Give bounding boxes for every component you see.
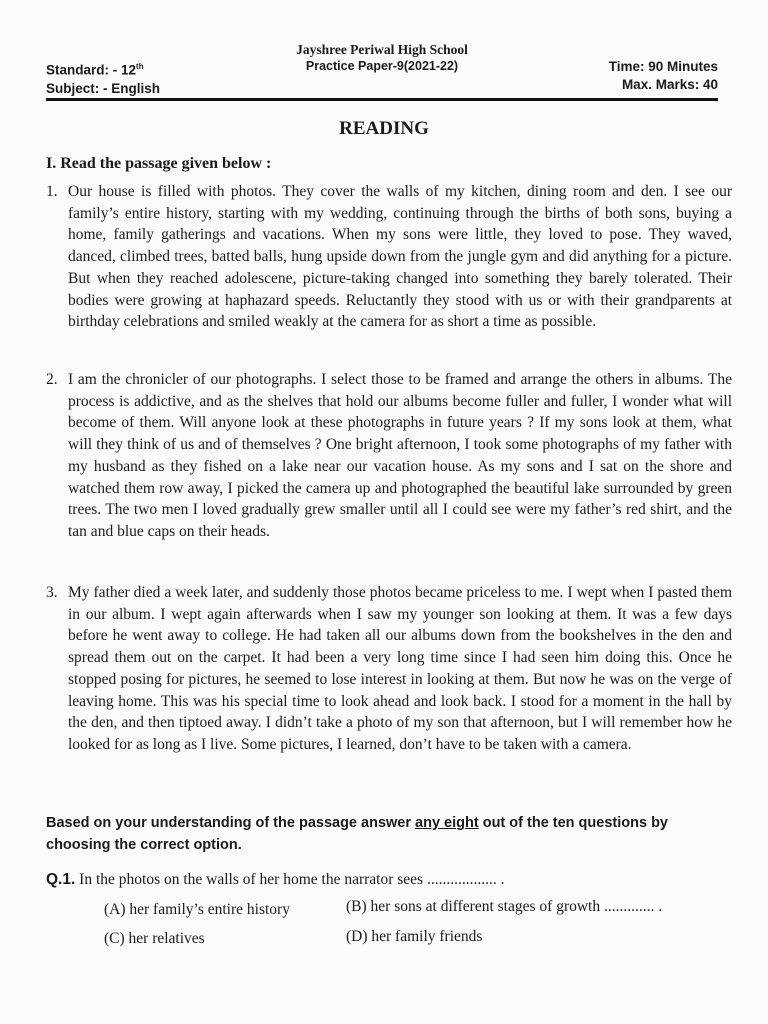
question-label: Q.1. [46,871,76,888]
paragraph-text: My father died a week later, and suddenly those photos became priceless to me. I wept when I pasted them in our album. I wept again afterwards when I saw my younger son looking at them. It was a few days before he went away to college. He had taken all our albums down from the bookshelves in the den and spread them out on the carpet. It had been a very long time since I had seen him doing this. Once he stopped posing for pictures, he seemed to lose interest in looking at them. But now he was on the verge of leaving home. This was his special time to look ahead and look back. I stood for a moment in the hall by the den, and then tiptoed away. I didn’t take a photo of my son that afternoon, but I will remember how he looked for as long as I live. Some pictures, I learned, don’t have to be taken with a camera. [68,584,732,753]
passage-paragraph-1 [46,181,732,333]
question-1 [46,871,504,889]
paper-title: Practice Paper-9(2021-22) [305,59,459,73]
passage-paragraph-2 [46,369,732,543]
time-label: Time: 90 Minutes [608,59,718,74]
question-text: In the photos on the walls of her home the narrator sees .................. . [79,871,505,888]
paper-header [46,40,718,98]
option-a: (A) her family’s entire history [104,901,290,918]
header-right [609,58,718,94]
school-name: Jayshree Periwal High School [296,42,468,57]
paragraph-number: 1. [46,183,58,200]
section-title: READING [339,118,429,139]
underlined-phrase: any eight [415,815,479,831]
paragraph-text: I am the chronicler of our photographs. I select those to be framed and arrange the others in albums. The process is addictive, and as the shelves that hold our albums become fuller and fuller, I wonder what will become of them. Will anyone look at these photographs in future years ? If my sons look at them, what will they think of us and of themselves ? One bright afternoon, I took some photographs of my father with my husband as they fished on a lake near our vacation house. As my sons and I sat on the shore and watched them row away, I picked the camera up and photographed the beautiful lake surrounded by green trees. The two men I loved gradually grew smaller until all I could see were my father’s red shirt, and the tan and blue caps on their heads. [68,371,732,540]
instruction: I. Read the passage given below : [46,155,272,172]
passage-paragraph-3 [46,582,732,756]
paragraph-number: 2. [46,371,58,388]
paragraph-number: 3. [46,584,58,601]
subject-label: Subject: - English [46,80,161,96]
option-c: (C) her relatives [104,930,205,947]
standard-label: Standard: - 12th [46,62,144,78]
header-divider [46,98,718,101]
option-b: (B) her sons at different stages of growth ............. . [346,898,663,915]
paragraph-text: Our house is filled with photos. They cover the walls of my kitchen, dining room and den. I see our family’s entire history, starting with my wedding, continuing through the births of both sons, buying a home, family gatherings and vacations. When my sons were little, they loved to pose. They waved, danced, climbed trees, batted balls, hung upside down from the jungle gym and did anything for a picture. But when they reached adolescene, picture-taking changed into something they barely tolerated. Their bodies were growing at haphazard speeds. Reluctantly they stood with us or with their grandparents at birthday celebrations and smiled weakly at the camera for as short a time as possible. [68,183,732,331]
marks-label: Max. Marks: 40 [621,77,718,92]
option-d: (D) her family friends [346,928,483,945]
question-instruction: Based on your understanding of the passage answer any eight out of the ten questions by choosing the correct option. [46,815,668,853]
